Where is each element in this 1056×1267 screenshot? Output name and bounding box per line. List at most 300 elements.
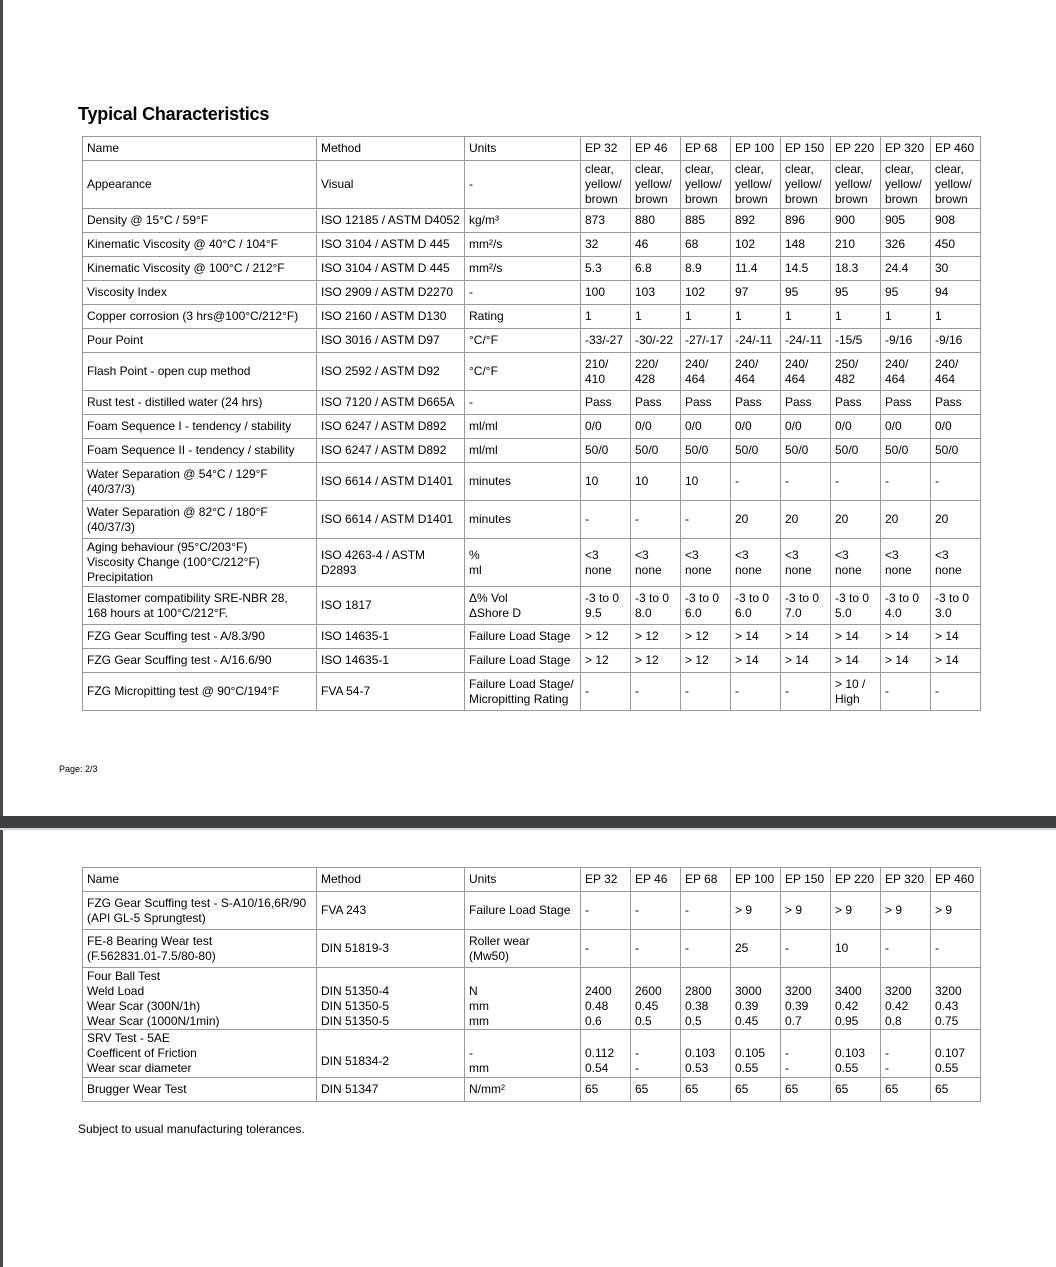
- cell-ep150: 65: [781, 1078, 831, 1102]
- cell-ep220: > 9: [831, 892, 881, 930]
- cell-ep46: -30/-22: [631, 329, 681, 353]
- cell-units: °C/°F: [465, 329, 581, 353]
- cell-units: % ml: [465, 539, 581, 587]
- cell-ep68: 65: [681, 1078, 731, 1102]
- cell-ep100: -24/-11: [731, 329, 781, 353]
- cell-ep68: 0.103 0.53: [681, 1030, 731, 1078]
- cell-ep46: -: [631, 673, 681, 711]
- cell-ep220: -3 to 0 5.0: [831, 587, 881, 625]
- cell-name: FZG Micropitting test @ 90°C/194°F: [83, 673, 317, 711]
- cell-ep32: 50/0: [581, 439, 631, 463]
- cell-ep32: 1: [581, 305, 631, 329]
- cell-ep320: Pass: [881, 391, 931, 415]
- table-row: [83, 968, 981, 1030]
- cell-method: ISO 2909 / ASTM D2270: [317, 281, 465, 305]
- cell-units: - mm: [465, 1030, 581, 1078]
- cell-ep220: > 14: [831, 625, 881, 649]
- cell-ep150: 148: [781, 233, 831, 257]
- cell-ep100: 1: [731, 305, 781, 329]
- cell-units: minutes: [465, 501, 581, 539]
- cell-ep46: 220/ 428: [631, 353, 681, 391]
- cell-ep320: 905: [881, 209, 931, 233]
- cell-ep68: 240/ 464: [681, 353, 731, 391]
- table-row: [83, 209, 981, 233]
- cell-name: Appearance: [83, 161, 317, 209]
- table-row: [83, 233, 981, 257]
- cell-ep100: 65: [731, 1078, 781, 1102]
- cell-ep68: <3 none: [681, 539, 731, 587]
- cell-ep460: > 14: [931, 625, 981, 649]
- cell-ep150: > 14: [781, 649, 831, 673]
- cell-ep32: 2400 0.48 0.6: [581, 968, 631, 1030]
- table-row: [83, 463, 981, 501]
- cell-ep220: > 10 / High: [831, 673, 881, 711]
- typical-characteristics-table-continued: [82, 867, 981, 1102]
- cell-ep320: 95: [881, 281, 931, 305]
- cell-ep320: 0/0: [881, 415, 931, 439]
- cell-ep32: <3 none: [581, 539, 631, 587]
- cell-units: mm²/s: [465, 233, 581, 257]
- cell-ep320: > 9: [881, 892, 931, 930]
- cell-ep32: Pass: [581, 391, 631, 415]
- cell-ep150: Pass: [781, 391, 831, 415]
- cell-ep150: 240/ 464: [781, 353, 831, 391]
- cell-ep320: 1: [881, 305, 931, 329]
- cell-method: DIN 51347: [317, 1078, 465, 1102]
- cell-ep220: 65: [831, 1078, 881, 1102]
- cell-ep150: -: [781, 930, 831, 968]
- cell-ep46: -: [631, 501, 681, 539]
- cell-ep100: Pass: [731, 391, 781, 415]
- cell-ep100: 11.4: [731, 257, 781, 281]
- tolerance-note: Subject to usual manufacturing tolerances.: [78, 1122, 305, 1136]
- header-ep46: EP 46: [631, 137, 681, 161]
- cell-ep32: 32: [581, 233, 631, 257]
- cell-ep68: Pass: [681, 391, 731, 415]
- cell-ep150: > 14: [781, 625, 831, 649]
- cell-ep220: 0.103 0.55: [831, 1030, 881, 1078]
- header-units: Units: [465, 868, 581, 892]
- cell-name: FZG Gear Scuffing test - A/8.3/90: [83, 625, 317, 649]
- cell-ep150: 95: [781, 281, 831, 305]
- cell-units: °C/°F: [465, 353, 581, 391]
- cell-ep460: 65: [931, 1078, 981, 1102]
- cell-units: Failure Load Stage: [465, 892, 581, 930]
- cell-ep150: -3 to 0 7.0: [781, 587, 831, 625]
- cell-ep150: - -: [781, 1030, 831, 1078]
- table-row: [83, 587, 981, 625]
- cell-ep320: -9/16: [881, 329, 931, 353]
- cell-ep320: 240/ 464: [881, 353, 931, 391]
- cell-ep100: > 14: [731, 649, 781, 673]
- cell-ep100: clear, yellow/ brown: [731, 161, 781, 209]
- cell-ep32: 10: [581, 463, 631, 501]
- table-row: [83, 439, 981, 463]
- cell-method: FVA 243: [317, 892, 465, 930]
- cell-ep68: clear, yellow/ brown: [681, 161, 731, 209]
- cell-ep68: 8.9: [681, 257, 731, 281]
- typical-characteristics-table: [82, 136, 981, 711]
- cell-ep220: <3 none: [831, 539, 881, 587]
- cell-name: SRV Test - 5AE Coefficent of Friction Wear scar diameter: [83, 1030, 317, 1078]
- header-ep150: EP 150: [781, 868, 831, 892]
- cell-ep46: -: [631, 930, 681, 968]
- cell-ep320: 50/0: [881, 439, 931, 463]
- table-header-row: [83, 868, 981, 892]
- cell-ep32: 0.112 0.54: [581, 1030, 631, 1078]
- cell-ep220: 250/ 482: [831, 353, 881, 391]
- cell-ep32: -33/-27: [581, 329, 631, 353]
- cell-ep68: 1: [681, 305, 731, 329]
- cell-ep460: > 14: [931, 649, 981, 673]
- cell-units: minutes: [465, 463, 581, 501]
- table-row: [83, 329, 981, 353]
- cell-name: Four Ball Test Weld Load Wear Scar (300N/1h) Wear Scar (1000N/1min): [83, 968, 317, 1030]
- cell-ep32: 210/ 410: [581, 353, 631, 391]
- cell-ep150: clear, yellow/ brown: [781, 161, 831, 209]
- cell-ep46: 65: [631, 1078, 681, 1102]
- cell-ep220: 20: [831, 501, 881, 539]
- cell-ep220: 0/0: [831, 415, 881, 439]
- cell-ep68: -3 to 0 6.0: [681, 587, 731, 625]
- cell-method: Visual: [317, 161, 465, 209]
- header-method: Method: [317, 868, 465, 892]
- cell-ep150: > 9: [781, 892, 831, 930]
- header-ep32: EP 32: [581, 137, 631, 161]
- cell-ep220: 1: [831, 305, 881, 329]
- cell-ep100: -3 to 0 6.0: [731, 587, 781, 625]
- header-ep320: EP 320: [881, 137, 931, 161]
- cell-ep46: > 12: [631, 625, 681, 649]
- table-row: [83, 257, 981, 281]
- cell-ep460: -: [931, 930, 981, 968]
- cell-ep150: 896: [781, 209, 831, 233]
- cell-ep68: 885: [681, 209, 731, 233]
- cell-ep46: -: [631, 892, 681, 930]
- cell-ep150: 3200 0.39 0.7: [781, 968, 831, 1030]
- cell-ep68: 10: [681, 463, 731, 501]
- cell-ep32: -3 to 0 9.5: [581, 587, 631, 625]
- cell-units: Failure Load Stage/ Micropitting Rating: [465, 673, 581, 711]
- cell-name: Water Separation @ 54°C / 129°F (40/37/3): [83, 463, 317, 501]
- cell-ep220: 10: [831, 930, 881, 968]
- table-row: [83, 391, 981, 415]
- table-row: [83, 415, 981, 439]
- cell-units: kg/m³: [465, 209, 581, 233]
- header-name: Name: [83, 137, 317, 161]
- cell-ep220: 3400 0.42 0.95: [831, 968, 881, 1030]
- cell-ep68: -: [681, 673, 731, 711]
- cell-ep460: -: [931, 673, 981, 711]
- cell-ep460: Pass: [931, 391, 981, 415]
- cell-ep320: <3 none: [881, 539, 931, 587]
- cell-method: ISO 1817: [317, 587, 465, 625]
- header-method: Method: [317, 137, 465, 161]
- cell-ep100: > 9: [731, 892, 781, 930]
- cell-units: ml/ml: [465, 415, 581, 439]
- cell-name: Kinematic Viscosity @ 100°C / 212°F: [83, 257, 317, 281]
- cell-ep68: 102: [681, 281, 731, 305]
- cell-ep100: 892: [731, 209, 781, 233]
- header-ep68: EP 68: [681, 868, 731, 892]
- cell-name: Kinematic Viscosity @ 40°C / 104°F: [83, 233, 317, 257]
- cell-method: ISO 2592 / ASTM D92: [317, 353, 465, 391]
- cell-ep150: <3 none: [781, 539, 831, 587]
- cell-units: -: [465, 161, 581, 209]
- header-ep460: EP 460: [931, 137, 981, 161]
- header-units: Units: [465, 137, 581, 161]
- cell-ep68: -: [681, 501, 731, 539]
- cell-units: Δ% Vol ΔShore D: [465, 587, 581, 625]
- cell-ep46: <3 none: [631, 539, 681, 587]
- cell-ep32: 873: [581, 209, 631, 233]
- table-row: [83, 930, 981, 968]
- cell-ep32: 100: [581, 281, 631, 305]
- cell-ep320: 65: [881, 1078, 931, 1102]
- table-header-row: [83, 137, 981, 161]
- table-row: [83, 625, 981, 649]
- header-ep100: EP 100: [731, 137, 781, 161]
- header-ep46: EP 46: [631, 868, 681, 892]
- table-row: [83, 1078, 981, 1102]
- cell-ep32: 5.3: [581, 257, 631, 281]
- cell-ep46: 6.8: [631, 257, 681, 281]
- cell-ep150: -: [781, 463, 831, 501]
- page-left-edge: [0, 0, 3, 1267]
- cell-ep220: 210: [831, 233, 881, 257]
- cell-ep460: 1: [931, 305, 981, 329]
- table-row: [83, 305, 981, 329]
- cell-ep46: 50/0: [631, 439, 681, 463]
- cell-method: ISO 3104 / ASTM D 445: [317, 257, 465, 281]
- cell-method: DIN 51834-2: [317, 1030, 465, 1078]
- header-ep68: EP 68: [681, 137, 731, 161]
- cell-method: ISO 4263-4 / ASTM D2893: [317, 539, 465, 587]
- cell-ep46: 103: [631, 281, 681, 305]
- cell-units: mm²/s: [465, 257, 581, 281]
- table-row: [83, 281, 981, 305]
- header-ep100: EP 100: [731, 868, 781, 892]
- cell-name: Copper corrosion (3 hrs@100°C/212°F): [83, 305, 317, 329]
- cell-ep68: > 12: [681, 649, 731, 673]
- cell-ep460: 450: [931, 233, 981, 257]
- table-row: [83, 1030, 981, 1078]
- cell-ep460: -3 to 0 3.0: [931, 587, 981, 625]
- cell-ep100: 50/0: [731, 439, 781, 463]
- cell-name: Elastomer compatibility SRE-NBR 28, 168 hours at 100°C/212°F.: [83, 587, 317, 625]
- cell-ep100: 102: [731, 233, 781, 257]
- table-row: [83, 673, 981, 711]
- cell-ep220: clear, yellow/ brown: [831, 161, 881, 209]
- cell-ep460: 0.107 0.55: [931, 1030, 981, 1078]
- cell-name: Brugger Wear Test: [83, 1078, 317, 1102]
- cell-ep68: -: [681, 892, 731, 930]
- cell-ep460: 30: [931, 257, 981, 281]
- cell-name: FE-8 Bearing Wear test (F.562831.01-7.5/80-80): [83, 930, 317, 968]
- cell-name: Viscosity Index: [83, 281, 317, 305]
- cell-units: Rating: [465, 305, 581, 329]
- cell-ep100: -: [731, 463, 781, 501]
- cell-ep46: -3 to 0 8.0: [631, 587, 681, 625]
- cell-ep32: -: [581, 930, 631, 968]
- cell-ep320: 20: [881, 501, 931, 539]
- cell-name: Water Separation @ 82°C / 180°F (40/37/3): [83, 501, 317, 539]
- cell-method: DIN 51819-3: [317, 930, 465, 968]
- cell-name: Pour Point: [83, 329, 317, 353]
- page-number: Page: 2/3: [59, 764, 98, 774]
- table-row: [83, 539, 981, 587]
- cell-ep100: 0/0: [731, 415, 781, 439]
- cell-ep68: -27/-17: [681, 329, 731, 353]
- cell-ep220: 50/0: [831, 439, 881, 463]
- cell-ep46: 0/0: [631, 415, 681, 439]
- cell-ep32: > 12: [581, 649, 631, 673]
- cell-name: Density @ 15°C / 59°F: [83, 209, 317, 233]
- cell-ep46: 1: [631, 305, 681, 329]
- cell-name: FZG Gear Scuffing test - S-A10/16,6R/90 (API GL-5 Sprungtest): [83, 892, 317, 930]
- cell-ep320: - -: [881, 1030, 931, 1078]
- cell-ep460: 908: [931, 209, 981, 233]
- cell-method: ISO 7120 / ASTM D665A: [317, 391, 465, 415]
- cell-name: Foam Sequence I - tendency / stability: [83, 415, 317, 439]
- cell-units: ml/ml: [465, 439, 581, 463]
- cell-ep320: -: [881, 463, 931, 501]
- cell-ep46: 2600 0.45 0.5: [631, 968, 681, 1030]
- cell-method: ISO 3104 / ASTM D 445: [317, 233, 465, 257]
- cell-units: Failure Load Stage: [465, 649, 581, 673]
- cell-ep460: 94: [931, 281, 981, 305]
- cell-ep320: -: [881, 930, 931, 968]
- cell-name: Aging behaviour (95°C/203°F) Viscosity Change (100°C/212°F) Precipitation: [83, 539, 317, 587]
- cell-ep220: Pass: [831, 391, 881, 415]
- cell-units: N mm mm: [465, 968, 581, 1030]
- table-row: [83, 353, 981, 391]
- cell-ep150: -: [781, 673, 831, 711]
- cell-method: ISO 3016 / ASTM D97: [317, 329, 465, 353]
- cell-units: -: [465, 281, 581, 305]
- cell-ep320: 326: [881, 233, 931, 257]
- cell-ep150: 1: [781, 305, 831, 329]
- cell-ep32: 65: [581, 1078, 631, 1102]
- header-ep150: EP 150: [781, 137, 831, 161]
- cell-ep100: 0.105 0.55: [731, 1030, 781, 1078]
- cell-ep460: 20: [931, 501, 981, 539]
- cell-method: ISO 14635-1: [317, 625, 465, 649]
- cell-ep320: > 14: [881, 649, 931, 673]
- cell-ep320: clear, yellow/ brown: [881, 161, 931, 209]
- cell-ep460: 3200 0.43 0.75: [931, 968, 981, 1030]
- cell-ep32: > 12: [581, 625, 631, 649]
- cell-method: ISO 6614 / ASTM D1401: [317, 463, 465, 501]
- header-ep460: EP 460: [931, 868, 981, 892]
- table-row: [83, 649, 981, 673]
- header-ep220: EP 220: [831, 868, 881, 892]
- cell-ep68: 68: [681, 233, 731, 257]
- cell-ep68: 2800 0.38 0.5: [681, 968, 731, 1030]
- cell-ep320: -3 to 0 4.0: [881, 587, 931, 625]
- cell-ep46: > 12: [631, 649, 681, 673]
- cell-ep46: Pass: [631, 391, 681, 415]
- header-ep32: EP 32: [581, 868, 631, 892]
- cell-ep150: 20: [781, 501, 831, 539]
- cell-name: Foam Sequence II - tendency / stability: [83, 439, 317, 463]
- cell-ep220: 18.3: [831, 257, 881, 281]
- cell-ep32: 0/0: [581, 415, 631, 439]
- page-break-bar: [0, 816, 1056, 828]
- cell-units: Roller wear (Mw50): [465, 930, 581, 968]
- cell-name: FZG Gear Scuffing test - A/16.6/90: [83, 649, 317, 673]
- cell-ep150: 14.5: [781, 257, 831, 281]
- page-break-edge: [0, 828, 1056, 830]
- cell-method: ISO 6247 / ASTM D892: [317, 415, 465, 439]
- cell-ep320: 24.4: [881, 257, 931, 281]
- cell-ep460: -9/16: [931, 329, 981, 353]
- cell-method: ISO 6614 / ASTM D1401: [317, 501, 465, 539]
- cell-ep100: 3000 0.39 0.45: [731, 968, 781, 1030]
- cell-ep320: -: [881, 673, 931, 711]
- cell-ep220: > 14: [831, 649, 881, 673]
- cell-ep32: -: [581, 673, 631, 711]
- cell-method: FVA 54-7: [317, 673, 465, 711]
- header-ep220: EP 220: [831, 137, 881, 161]
- cell-units: Failure Load Stage: [465, 625, 581, 649]
- cell-ep68: > 12: [681, 625, 731, 649]
- cell-ep320: > 14: [881, 625, 931, 649]
- cell-ep32: -: [581, 501, 631, 539]
- cell-ep220: 900: [831, 209, 881, 233]
- cell-ep100: 25: [731, 930, 781, 968]
- cell-method: ISO 12185 / ASTM D4052: [317, 209, 465, 233]
- cell-method: ISO 6247 / ASTM D892: [317, 439, 465, 463]
- table-row: [83, 892, 981, 930]
- cell-ep100: > 14: [731, 625, 781, 649]
- cell-ep220: 95: [831, 281, 881, 305]
- cell-ep100: 97: [731, 281, 781, 305]
- cell-ep100: 240/ 464: [731, 353, 781, 391]
- cell-ep46: 46: [631, 233, 681, 257]
- cell-method: DIN 51350-4 DIN 51350-5 DIN 51350-5: [317, 968, 465, 1030]
- cell-ep150: -24/-11: [781, 329, 831, 353]
- cell-ep100: 20: [731, 501, 781, 539]
- cell-ep46: clear, yellow/ brown: [631, 161, 681, 209]
- cell-ep460: 50/0: [931, 439, 981, 463]
- cell-ep460: 240/ 464: [931, 353, 981, 391]
- table-row: [83, 501, 981, 539]
- cell-ep150: 0/0: [781, 415, 831, 439]
- cell-ep460: <3 none: [931, 539, 981, 587]
- cell-ep68: 50/0: [681, 439, 731, 463]
- cell-ep460: > 9: [931, 892, 981, 930]
- cell-ep46: - -: [631, 1030, 681, 1078]
- cell-method: ISO 14635-1: [317, 649, 465, 673]
- cell-name: Flash Point - open cup method: [83, 353, 317, 391]
- section-title: Typical Characteristics: [78, 104, 270, 124]
- cell-ep220: -15/5: [831, 329, 881, 353]
- cell-ep320: 3200 0.42 0.8: [881, 968, 931, 1030]
- cell-ep68: 0/0: [681, 415, 731, 439]
- header-name: Name: [83, 868, 317, 892]
- cell-ep32: -: [581, 892, 631, 930]
- cell-ep460: clear, yellow/ brown: [931, 161, 981, 209]
- cell-units: N/mm²: [465, 1078, 581, 1102]
- cell-ep220: -: [831, 463, 881, 501]
- cell-ep32: clear, yellow/ brown: [581, 161, 631, 209]
- table-row: [83, 161, 981, 209]
- cell-method: ISO 2160 / ASTM D130: [317, 305, 465, 329]
- cell-units: -: [465, 391, 581, 415]
- cell-ep100: -: [731, 673, 781, 711]
- cell-ep68: -: [681, 930, 731, 968]
